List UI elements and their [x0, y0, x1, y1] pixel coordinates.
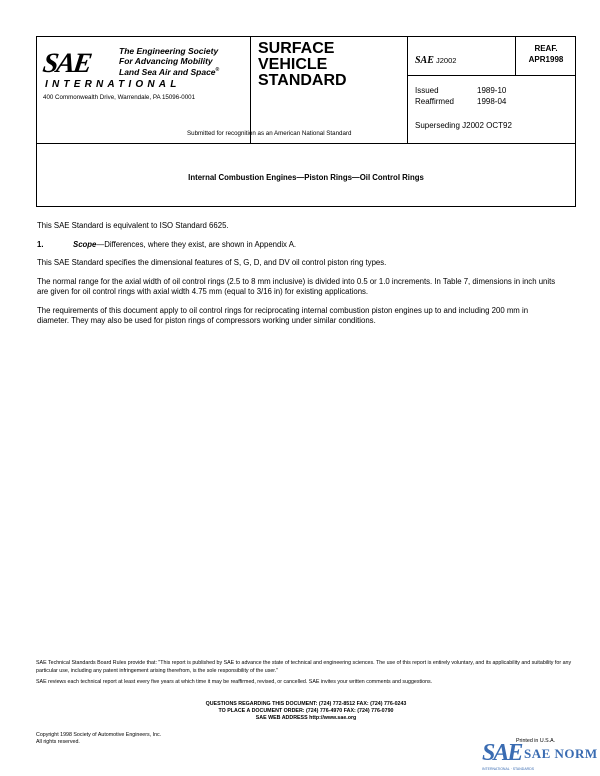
questions-line: QUESTIONS REGARDING THIS DOCUMENT: (724) 772-8512 FAX: (724) 776-0243: [205, 701, 407, 707]
paragraph: The requirements of this document apply to oil control rings for reciprocating internal combustion piston engines up to and including 200 mm in diameter. They may also be used for piston rings of compressors working under similar conditions.: [37, 305, 529, 325]
divider: [407, 37, 408, 143]
address: 400 Commonwealth Drive, Warrendale, PA 15096-0001: [43, 94, 196, 101]
footer-notes: [36, 660, 576, 691]
policy-note: SAE Technical Standards Board Rules provide that: "This report is published by SAE to advance the state of technical and engineering sciences. The use of this report is entirely voluntary, and its applicability and suitability for any particular use, including any patent infringement arising therefrom, is the sole responsibility of the user.": [36, 660, 572, 674]
divider: [250, 37, 251, 143]
sae-norm-watermark: [480, 740, 598, 771]
order-line: TO PLACE A DOCUMENT ORDER: (724) 776-4970 FAX: (724) 776-0790: [218, 708, 394, 715]
document-number: SAE J2002: [415, 55, 457, 66]
superseding: Superseding J2002 OCT92: [415, 121, 512, 130]
divider: [515, 37, 516, 75]
section-text: Scope—Differences, where they exist, are shown in Appendix A.: [73, 239, 297, 249]
section-scope: [37, 240, 559, 251]
paragraph: This SAE Standard specifies the dimensional features of S, G, D, and DV oil control piston ring types.: [37, 258, 387, 267]
sae-logo: SAE: [40, 48, 93, 79]
review-note: SAE reviews each technical report at least every five years at which time it may be reaffirmed, revised, or cancelled. SAE invites your written comments and suggestions.: [36, 679, 433, 685]
logo-international: INTERNATIONAL: [45, 79, 181, 90]
paragraph: The normal range for the axial width of oil control rings (2.5 to 8 mm inclusive) is divided into 0.5 or 1.0 increments. In Table 7, dimensions in inch units are given for oil control rings with axial width 4.75 mm (equal to 3/16 in) for existing applications.: [37, 276, 556, 296]
watermark-text: SAE NORM: [524, 746, 598, 761]
document-title: Internal Combustion Engines—Piston Rings—Oil Control Rings: [188, 173, 424, 182]
status-box: REAF. APR1998: [528, 44, 564, 64]
divider: [407, 75, 575, 76]
body-content: [37, 221, 559, 335]
web-line: SAE WEB ADDRESS http://www.sae.org: [255, 715, 357, 722]
contact-info: [36, 701, 576, 723]
printed-in: Printed in U.S.A.: [516, 738, 556, 744]
issue-dates: Issued 1989-10 Reaffirmed 1998-04: [415, 86, 507, 106]
watermark-sub: INTERNATIONAL · STANDARDS: [482, 767, 535, 771]
submitted-note: Submitted for recognition as an American National Standard: [187, 130, 352, 137]
document-type: SURFACE VEHICLE STANDARD: [258, 40, 347, 89]
equivalence-statement: This SAE Standard is equivalent to ISO Standard 6625.: [37, 221, 229, 230]
header-box: [36, 36, 576, 144]
watermark-logo: SAE: [482, 740, 522, 766]
copyright: Copyright 1998 Society of Automotive Engineers, Inc. All rights reserved.: [36, 732, 162, 746]
title-box: [36, 142, 576, 207]
section-number: 1.: [37, 239, 44, 249]
logo-tagline: The Engineering Society For Advancing Mobility Land Sea Air and Space®: [119, 46, 220, 77]
